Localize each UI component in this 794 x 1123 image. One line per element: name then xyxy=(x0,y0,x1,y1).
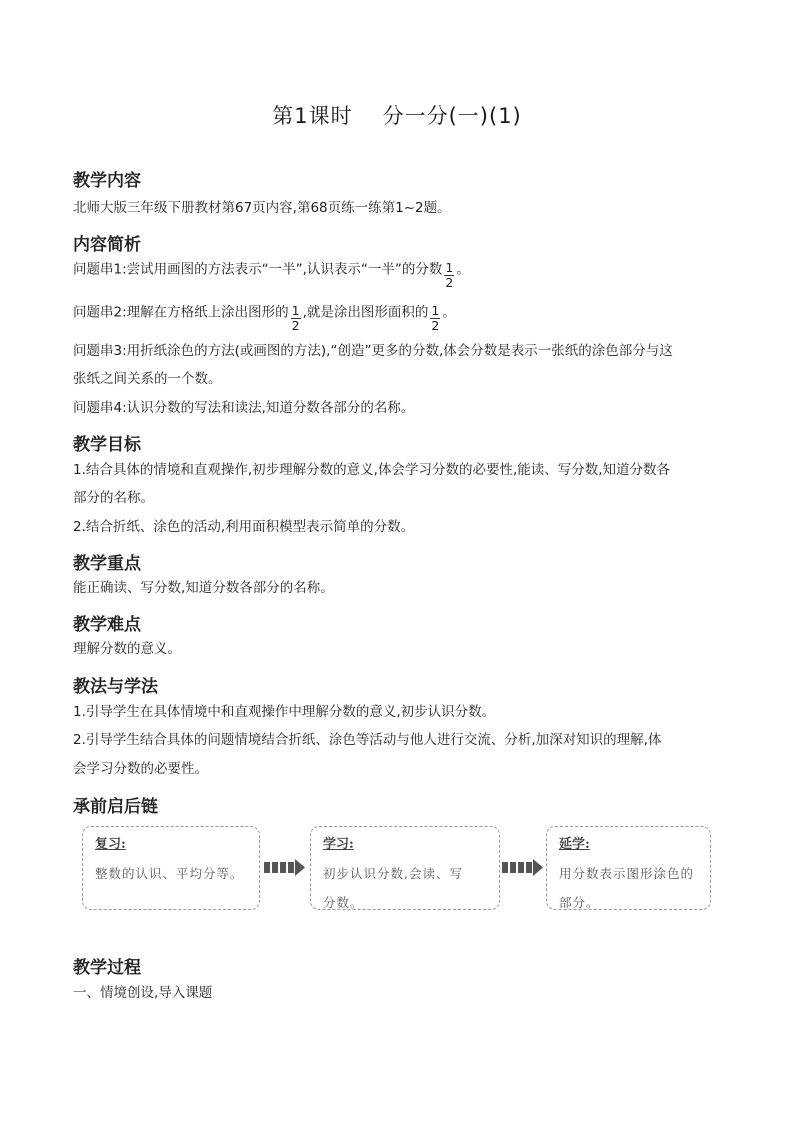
review-label: 复习: xyxy=(95,837,126,852)
q2-end: 。 xyxy=(442,304,456,321)
fraction-denominator: 2 xyxy=(431,318,440,333)
analysis-q4: 问题串4:认识分数的写法和读法,知道分数各部分的名称。 xyxy=(73,400,415,416)
learn-text-line1: 初步认识分数,会读、写 xyxy=(323,866,463,881)
extend-label: 延学: xyxy=(559,837,590,852)
q2-middle: ,就是涂出图形面积的 xyxy=(302,304,429,321)
process-step-1: 一、情境创设,导入课题 xyxy=(73,985,213,1001)
heading-methods: 教法与学法 xyxy=(73,677,158,697)
q2-text: 问题串2:理解在方格纸上涂出图形的 xyxy=(73,304,289,321)
method-1: 1.引导学生在具体情境中和直观操作中理解分数的意义,初步认识分数。 xyxy=(73,704,496,720)
chain-box-extend xyxy=(546,826,711,910)
fraction-numerator: 1 xyxy=(431,303,440,318)
heading-content: 教学内容 xyxy=(73,171,141,191)
analysis-q1 xyxy=(73,255,470,290)
method-2-line2: 会学习分数的必要性。 xyxy=(73,761,208,777)
goal-1-line1: 1.结合具体的情境和直观操作,初步理解分数的意义,体会学习分数的必要性,能读、写分数,知道分数各 xyxy=(73,462,671,478)
page-title xyxy=(0,100,794,130)
learn-text xyxy=(323,859,463,917)
fraction-denominator: 2 xyxy=(445,275,454,290)
review-text: 整数的认识、平均分等。 xyxy=(95,866,244,881)
lesson-number: 第1课时 xyxy=(272,104,353,128)
analysis-q2 xyxy=(73,298,456,333)
fraction-half xyxy=(430,304,440,333)
q1-end: 。 xyxy=(456,261,470,278)
extend-text xyxy=(559,859,694,917)
learn-text-line2: 分数。 xyxy=(323,895,364,910)
fraction-numerator: 1 xyxy=(445,260,454,275)
chain-box-learn xyxy=(310,826,500,910)
fraction-half xyxy=(444,261,454,290)
difficulty-text: 理解分数的意义。 xyxy=(73,641,181,657)
lesson-name: 分一分(一)(1) xyxy=(382,104,522,128)
heading-goals: 教学目标 xyxy=(73,435,141,455)
analysis-q3-line1: 问题串3:用折纸涂色的方法(或画图的方法),“创造”更多的分数,体会分数是表示一张纸的涂色部分与这 xyxy=(73,343,673,359)
chain-arrow-1-icon xyxy=(264,858,306,878)
chain-arrow-2-icon xyxy=(502,858,544,878)
heading-chain: 承前启后链 xyxy=(73,797,158,817)
extend-text-line1: 用分数表示图形涂色的 xyxy=(559,866,695,881)
method-2-line1: 2.引导学生结合具体的问题情境结合折纸、涂色等活动与他人进行交流、分析,加深对知识的理解,体 xyxy=(73,732,662,748)
extend-text-line2: 部分。 xyxy=(559,895,600,910)
key-text: 能正确读、写分数,知道分数各部分的名称。 xyxy=(73,580,334,596)
fraction-numerator: 1 xyxy=(291,303,300,318)
chain-box-review xyxy=(82,826,260,910)
goal-1-line2: 部分的名称。 xyxy=(73,490,154,506)
heading-analysis: 内容简析 xyxy=(73,235,141,255)
learn-label: 学习: xyxy=(323,837,354,852)
heading-process: 教学过程 xyxy=(73,958,141,978)
heading-difficulty: 教学难点 xyxy=(73,615,141,635)
heading-key: 教学重点 xyxy=(73,554,141,574)
fraction-denominator: 2 xyxy=(291,318,300,333)
fraction-half xyxy=(291,304,301,333)
analysis-q3-line2: 张纸之间关系的一个数。 xyxy=(73,371,222,387)
goal-2: 2.结合折纸、涂色的活动,利用面积模型表示简单的分数。 xyxy=(73,519,415,535)
q1-text: 问题串1:尝试用画图的方法表示“一半”,认识表示“一半”的分数 xyxy=(73,261,443,278)
content-text: 北师大版三年级下册教材第67页内容,第68页练一练第1~2题。 xyxy=(73,200,451,216)
